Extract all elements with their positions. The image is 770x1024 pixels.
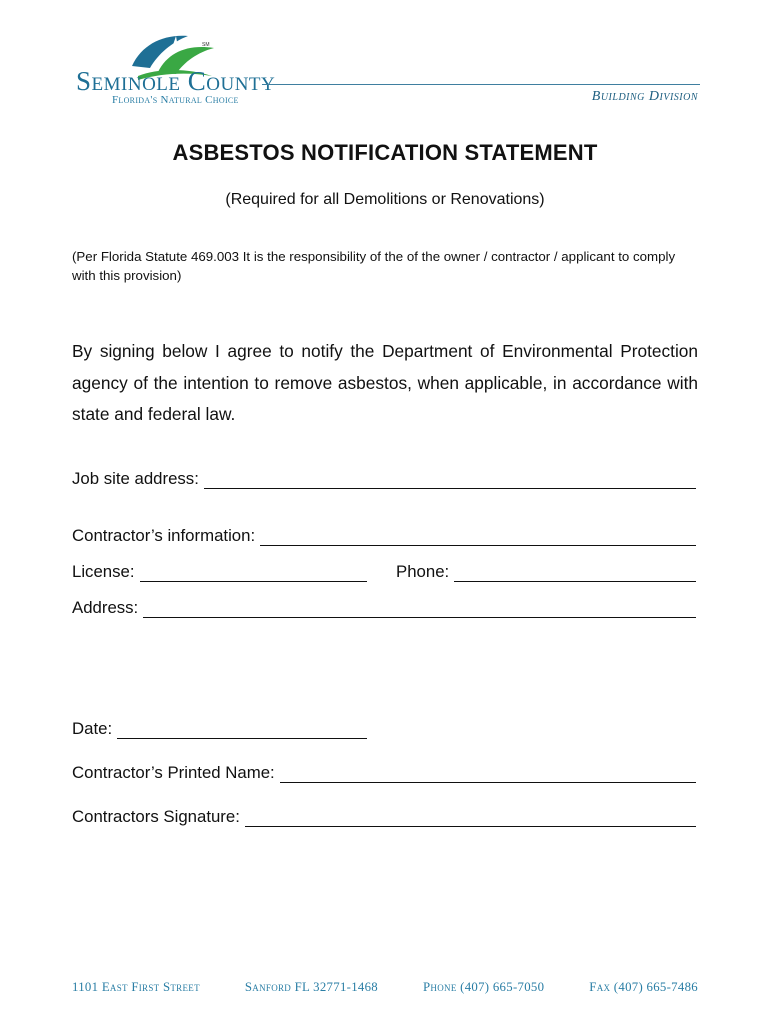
license-row [72, 562, 367, 582]
signature-row [72, 807, 696, 827]
printed-name-row [72, 763, 696, 783]
statute-note: (Per Florida Statute 469.003 It is the responsibility of the of the owner / contractor / applicant to comply with this provision) [72, 249, 676, 283]
job-site-address-row [72, 469, 696, 489]
phone-field[interactable] [454, 562, 696, 582]
agreement-paragraph: By signing below I agree to notify the Department of Environmental Protection agency of the intention to remove asbestos, when applicable, in accordance with state and federal law. [72, 341, 698, 424]
contractor-info-label: Contractor’s information: [72, 526, 256, 545]
signature-label: Contractors Signature: [72, 807, 240, 826]
document-title: ASBESTOS NOTIFICATION STATEMENT [172, 140, 598, 165]
header-rule [262, 84, 700, 85]
printed-name-label: Contractor’s Printed Name: [72, 763, 275, 782]
signature-field[interactable] [245, 807, 696, 827]
printed-name-field[interactable] [280, 763, 696, 783]
license-field[interactable] [140, 562, 367, 582]
address-field[interactable] [143, 598, 696, 618]
date-label: Date: [72, 719, 113, 738]
tagline: Florida's Natural Choice [112, 94, 239, 106]
job-site-address-field[interactable] [204, 469, 696, 489]
job-site-address-label: Job site address: [72, 469, 199, 488]
phone-row [396, 562, 696, 582]
contractor-info-row [72, 526, 696, 546]
phone-label: Phone: [396, 562, 450, 581]
footer-fax: Fax (407) 665-7486 [589, 980, 698, 994]
footer-city: Sanford FL 32771-1468 [244, 980, 379, 994]
license-label: License: [72, 562, 135, 581]
division-name: Building Division [591, 89, 698, 104]
logo-service-mark: SM [202, 42, 210, 48]
date-row [72, 719, 367, 739]
footer-street: 1101 East First Street [72, 980, 200, 994]
address-label: Address: [72, 598, 139, 617]
document-subtitle: (Required for all Demolitions or Renovations) [225, 191, 545, 208]
footer-phone: Phone (407) 665-7050 [423, 980, 545, 994]
date-field[interactable] [117, 719, 367, 739]
county-name: Seminole County [76, 66, 276, 96]
footer-contact [72, 980, 698, 995]
address-row [72, 598, 696, 618]
contractor-info-field[interactable] [260, 526, 696, 546]
